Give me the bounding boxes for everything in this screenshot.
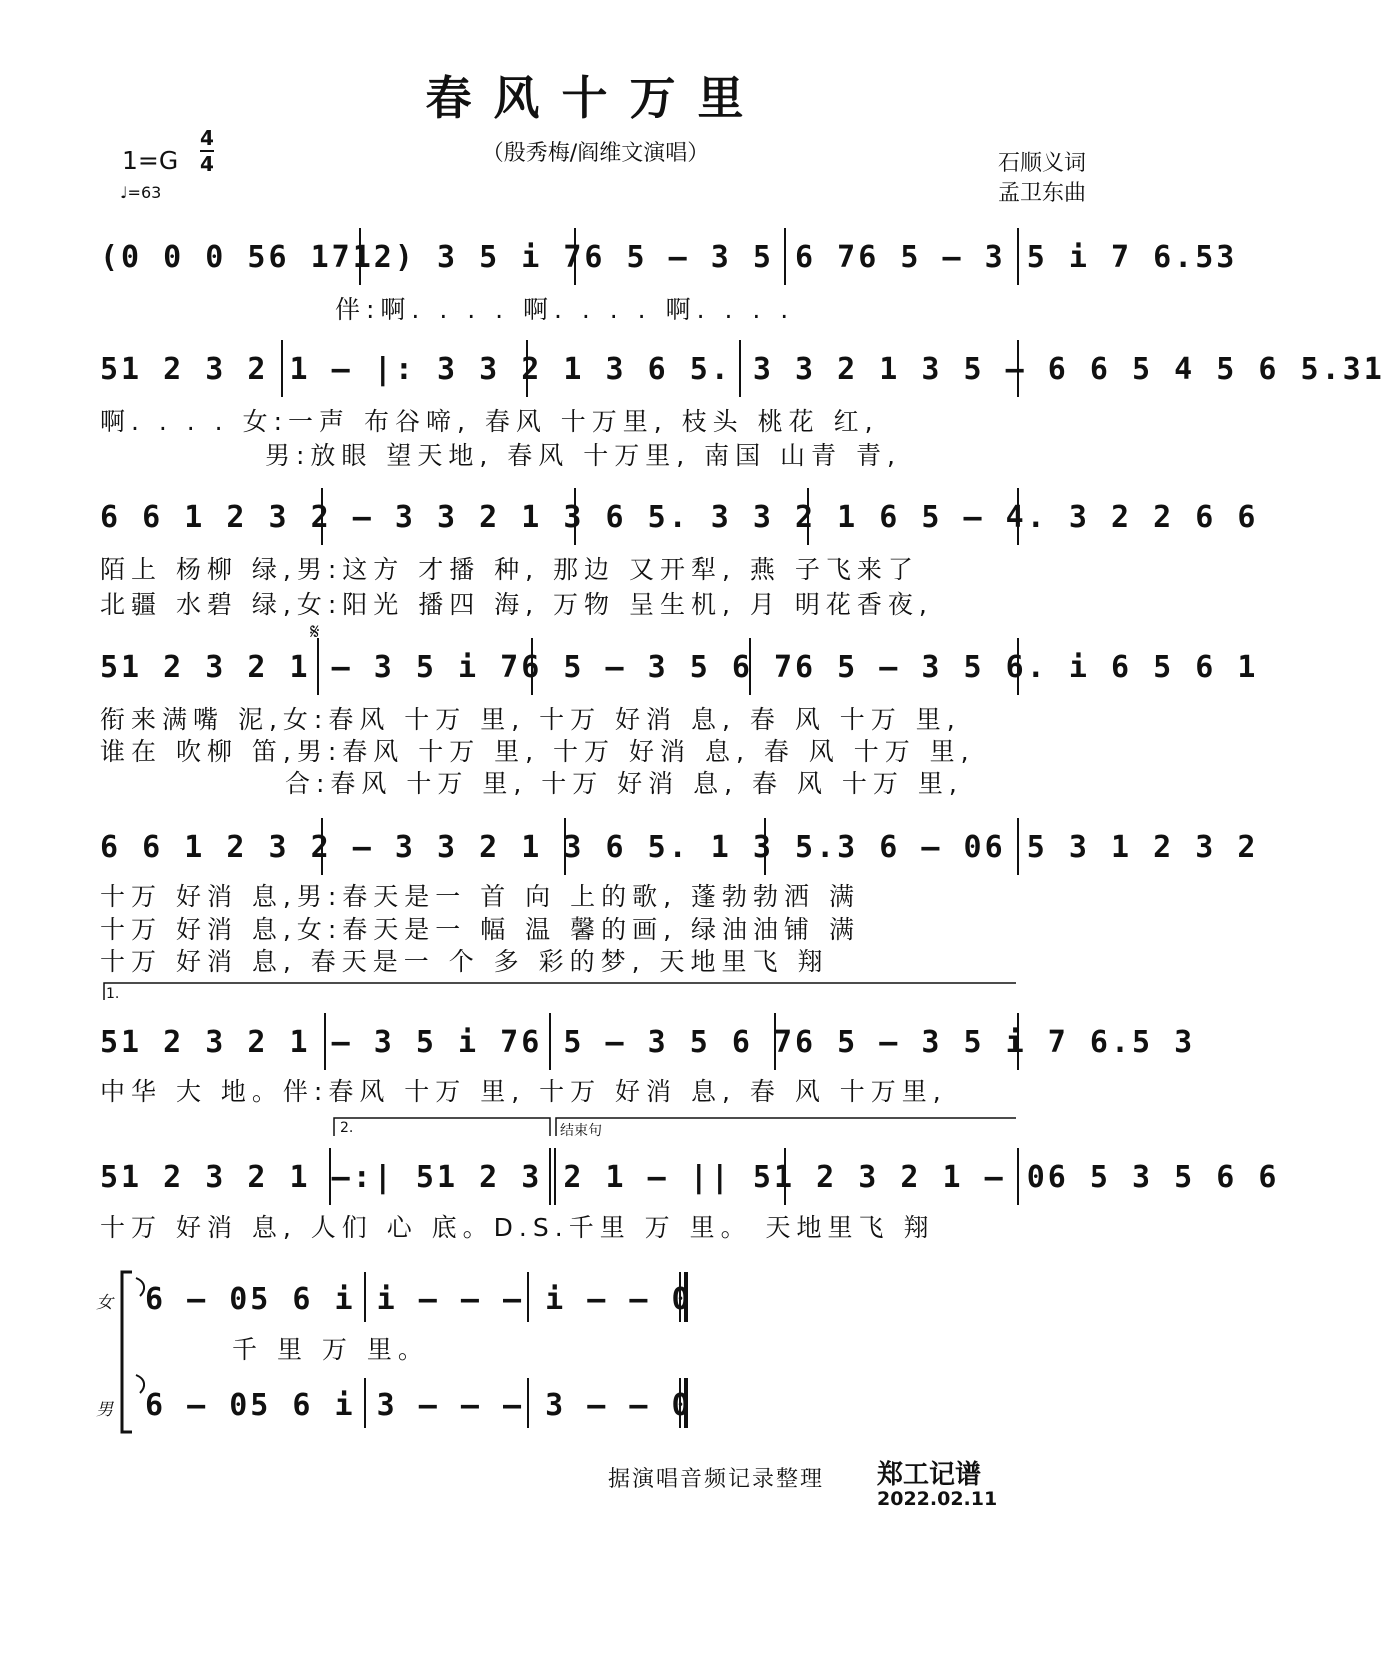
male-part-label: 男 (96, 1400, 113, 1420)
coda-female-notes: 6 – 05 6 i i – – – i – – 0 (145, 1282, 693, 1317)
transcription-note: 据演唱音频记录整理 (608, 1467, 825, 1492)
female-part-label: 女 (96, 1293, 113, 1313)
lyrics-row-3-line-2: 北疆 水碧 绿,女:阳光 播四 海, 万物 呈生机, 月 明花香夜, (100, 590, 933, 619)
ending-phrase-bracket (556, 1118, 1016, 1136)
lyrics-row-1-line-1: 伴:啊. . . . 啊. . . . 啊. . . . (335, 295, 795, 324)
composer: 孟卫东曲 (997, 181, 1086, 206)
lyrics-row-2-line-2: 男:放眼 望天地, 春风 十万里, 南国 山青 青, (265, 441, 901, 470)
notes-row-6: 51 2 3 2 1 – 3 5 i 76 5 – 3 5 6 76 5 – 3 5 i 7 6.5 3 (100, 1025, 1196, 1060)
notes-row-2: 51 2 3 2 1 – |: 3 3 2 1 3 6 5. 3 3 2 1 3 5 – 6 6 5 4 5 6 5.31 (100, 352, 1385, 387)
page-title: 春风十万里 (425, 71, 766, 125)
key-signature: 1=G (122, 146, 179, 175)
system-bracket (122, 1272, 132, 1432)
coda-lyric: 千 里 万 里。 (232, 1335, 429, 1364)
first-ending-bracket (104, 983, 1016, 1000)
lyrics-row-5-line-1: 十万 好消 息,男:春天是一 首 向 上的歌, 蓬勃勃洒 满 (100, 882, 860, 911)
transcriber-brand: 郑工记谱 (877, 1460, 982, 1490)
notes-row-5: 6 6 1 2 3 2 – 3 3 2 1 3 6 5. 1 3 5.3 6 – 06 5 3 1 2 3 2 (100, 830, 1259, 865)
second-ending-bracket (334, 1118, 550, 1136)
notes-row-7: 51 2 3 2 1 –:| 51 2 3 2 1 – || 51 2 3 2 1 – 06 5 3 5 6 6 (100, 1160, 1280, 1195)
lyrics-row-2-line-1: 啊. . . . 女:一声 布谷啼, 春风 十万里, 枝头 桃花 红, (100, 407, 879, 436)
lyrics-row-4-line-3: 合:春风 十万 里, 十万 好消 息, 春 风 十万 里, (285, 769, 963, 798)
segno-sign: 𝄋 (310, 620, 320, 645)
lyrics-row-5-line-2: 十万 好消 息,女:春天是一 幅 温 馨的画, 绿油油铺 满 (100, 915, 860, 944)
lyrics-row-6-line-1: 中华 大 地。伴:春风 十万 里, 十万 好消 息, 春 风 十万里, (100, 1077, 947, 1106)
coda-male-notes: 6 – 05 6 i 3 – – – 3 – – 0 (145, 1388, 693, 1423)
first-ending-label: 1. (106, 986, 120, 1002)
lyricist: 石顺义词 (997, 151, 1086, 176)
lyrics-row-7-line-1: 十万 好消 息, 人们 心 底。D.S.千里 万 里。 天地里飞 翔 (100, 1213, 935, 1242)
time-bottom: 4 (200, 152, 214, 176)
ending-phrase-label: 结束句 (560, 1123, 602, 1139)
second-ending-label: 2. (340, 1120, 354, 1136)
notes-row-4: 51 2 3 2 1 – 3 5 i 76 5 – 3 5 6 76 5 – 3 5 6. i 6 5 6 1 (100, 650, 1259, 685)
tempo-marking: ♩=63 (120, 183, 162, 202)
notes-row-1: (0 0 0 56 1712) 3 5 i 76 5 – 3 5 6 76 5 – 3 5 i 7 6.53 (100, 240, 1238, 275)
lyrics-row-3-line-1: 陌上 杨柳 绿,男:这方 才播 种, 那边 又开犁, 燕 子飞来了 (100, 555, 919, 584)
notes-row-3: 6 6 1 2 3 2 – 3 3 2 1 3 6 5. 3 3 2 1 6 5 – 4. 3 2 2 6 6 (100, 500, 1259, 535)
lyrics-row-5-line-3: 十万 好消 息, 春天是一 个 多 彩的梦, 天地里飞 翔 (100, 947, 829, 976)
time-top: 4 (200, 126, 214, 150)
lyrics-row-4-line-1: 衔来满嘴 泥,女:春风 十万 里, 十万 好消 息, 春 风 十万 里, (100, 705, 961, 734)
lyrics-row-4-line-2: 谁在 吹柳 笛,男:春风 十万 里, 十万 好消 息, 春 风 十万 里, (100, 737, 975, 766)
system-brace (136, 1375, 144, 1393)
system-brace (136, 1278, 144, 1296)
performers: （殷秀梅/阎维文演唱） (481, 141, 710, 166)
transcription-date: 2022.02.11 (877, 1488, 998, 1510)
